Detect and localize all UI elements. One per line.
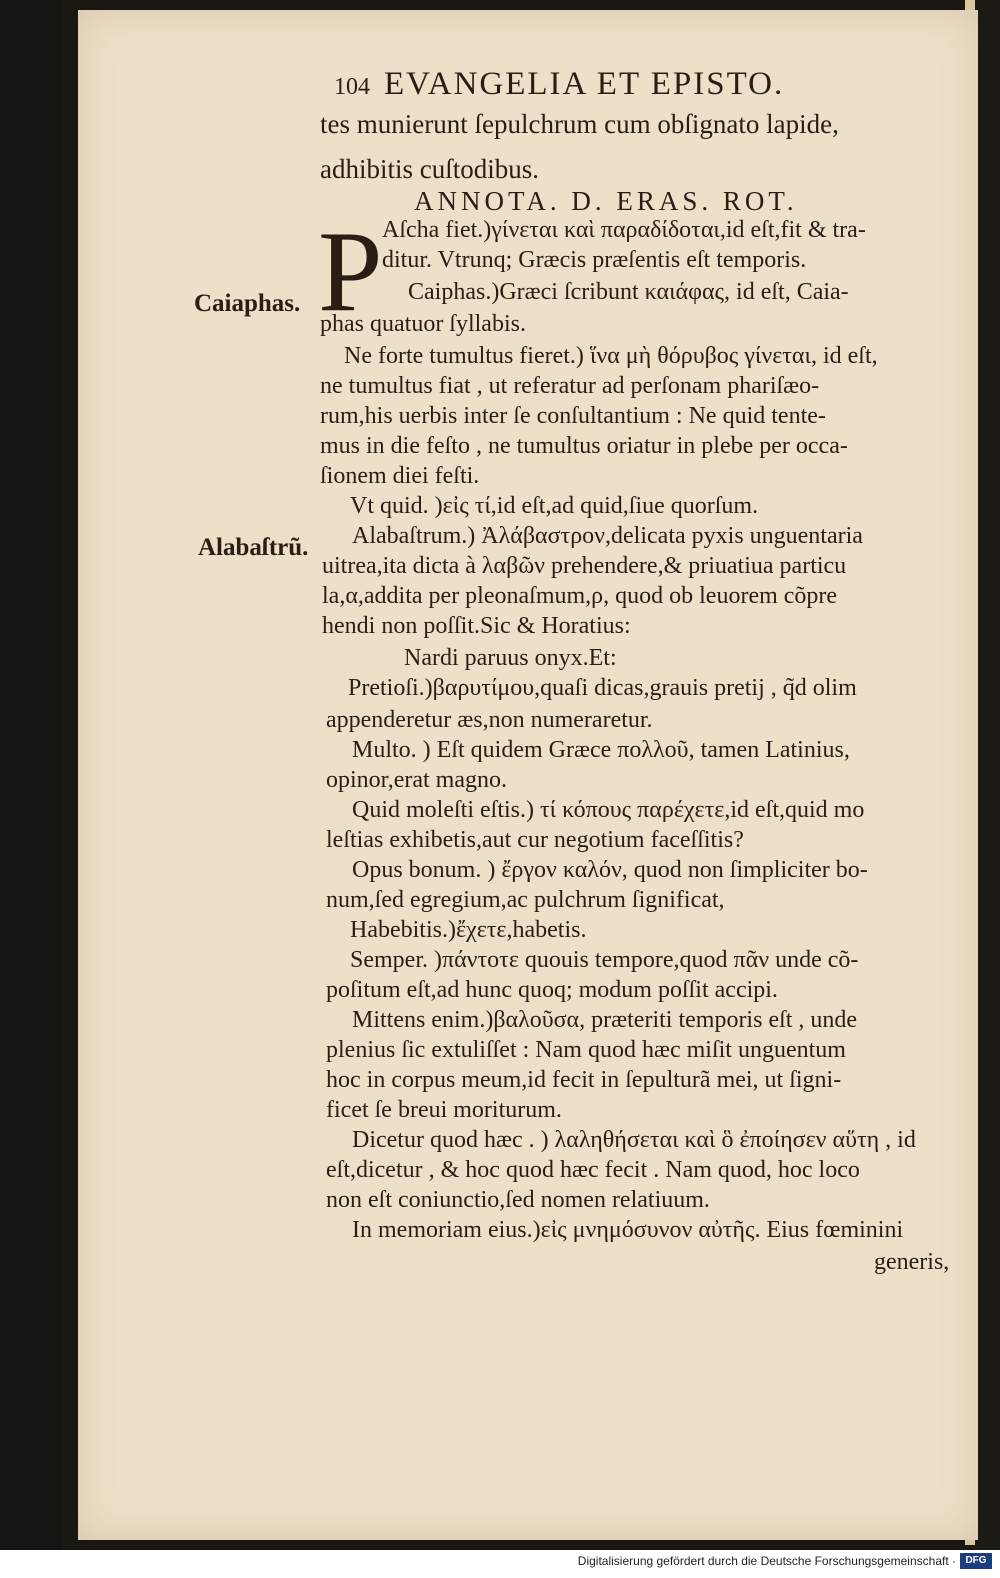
text-line: Ne forte tumultus fieret.) ἵνα μὴ θόρυβος γίνεται, id eſt, bbox=[344, 343, 878, 369]
running-title: EVANGELIA ET EPISTO. bbox=[384, 66, 785, 102]
text-line: non eſt coniunctio,ſed nomen relatiuum. bbox=[326, 1187, 710, 1213]
text-line: hendi non poſſit.Sic & Horatius: bbox=[322, 613, 631, 639]
text-line: Semper. )πάντοτε quouis tempore,quod πᾶν unde cõ- bbox=[350, 947, 859, 973]
scan-background-left bbox=[0, 0, 62, 1578]
footer-credit: Digitalisierung gefördert durch die Deutsche Forschungsgemeinschaft · bbox=[577, 1554, 956, 1568]
text-line: ditur. Vtrunq; Græcis præſentis eſt temporis. bbox=[382, 247, 807, 273]
text-line: rum,his uerbis inter ſe conſultantium : Ne quid tente- bbox=[320, 403, 826, 429]
text-line: Vt quid. )εἰς τί,id eſt,ad quid,ſiue quorſum. bbox=[350, 493, 759, 519]
text-line: eſt,dicetur , & hoc quod hæc fecit . Nam quod, hoc loco bbox=[326, 1157, 860, 1183]
text-line: Dicetur quod hæc . ) λαληθήσεται καὶ ὃ ἐποίησεν αὕτη , id bbox=[352, 1127, 916, 1153]
catchword: generis, bbox=[874, 1249, 950, 1275]
text-line: mus in die feſto , ne tumultus oriatur in plebe per occa- bbox=[320, 433, 848, 459]
text-line: Alabaſtrum.) Ἀλάβαστρον,delicata pyxis unguentaria bbox=[352, 523, 863, 549]
section-heading: ANNOTA. D. ERAS. ROT. bbox=[414, 186, 798, 216]
text-line: Nardi paruus onyx.Et: bbox=[404, 645, 617, 671]
dfg-logo: DFG bbox=[960, 1553, 992, 1569]
text-line: uitrea,ita dicta à λαβῶν prehendere,& priuatiua particu bbox=[322, 553, 847, 579]
text-line: Aſcha fiet.)γίνεται καὶ παραδίδοται,id eſt,fit & tra- bbox=[382, 217, 866, 243]
text-line: Habebitis.)ἔχετε,habetis. bbox=[350, 917, 587, 943]
drop-capital: P bbox=[318, 208, 383, 336]
text-line: Pretioſi.)βαρυτίμου,quaſi dicas,grauis pretij , q̃d olim bbox=[348, 675, 857, 701]
margin-note-alabastrum: Alabaſtrũ. bbox=[198, 534, 309, 561]
text-line: phas quatuor ſyllabis. bbox=[320, 311, 526, 337]
text-line: plenius ſic extuliſſet : Nam quod hæc miſit unguentum bbox=[326, 1037, 846, 1063]
text-line: ne tumultus fiat , ut referatur ad perſonam phariſæo- bbox=[320, 373, 820, 399]
text-line: hoc in corpus meum,id fecit in ſepulturã mei, ut ſigni- bbox=[326, 1067, 842, 1093]
text-line: Opus bonum. ) ἔργον καλόν, quod non ſimpliciter bo- bbox=[352, 857, 868, 883]
text-line: ficet ſe breui moriturum. bbox=[326, 1097, 562, 1123]
page-number: 104 bbox=[334, 74, 370, 100]
text-line: adhibitis cuſtodibus. bbox=[320, 154, 539, 184]
text-line: opinor,erat magno. bbox=[326, 767, 507, 793]
text-line: num,ſed egregium,ac pulchrum ſignificat, bbox=[326, 887, 725, 913]
text-line: Caiphas.)Græci ſcribunt καιάφας, id eſt, Caia- bbox=[408, 279, 849, 305]
text-line: In memoriam eius.)εἰς μνημόσυνον αὐτῆς. Eius fœminini bbox=[352, 1217, 904, 1243]
text-line: Multo. ) Eſt quidem Græce πολλοῦ, tamen Latinius, bbox=[352, 737, 850, 763]
margin-note-caiaphas: Caiaphas. bbox=[194, 290, 301, 317]
text-line: tes munierunt ſepulchrum cum obſignato lapide, bbox=[320, 109, 839, 139]
text-line: poſitum eſt,ad hunc quoq; modum poſſit accipi. bbox=[326, 977, 778, 1003]
text-line: ſionem diei feſti. bbox=[320, 463, 480, 489]
text-line: leſtias exhibetis,aut cur negotium faceſſitis? bbox=[326, 827, 744, 853]
text-line: appenderetur æs,non numeraretur. bbox=[326, 707, 653, 733]
running-head bbox=[334, 66, 954, 103]
text-line: Quid moleſti eſtis.) τί κόπους παρέχετε,id eſt,quid mo bbox=[352, 797, 865, 823]
text-line: Mittens enim.)βαλοῦσα, præteriti temporis eſt , unde bbox=[352, 1007, 858, 1033]
text-line: la,α,addita per pleonaſmum,ρ, quod ob leuorem cõpre bbox=[322, 583, 838, 609]
